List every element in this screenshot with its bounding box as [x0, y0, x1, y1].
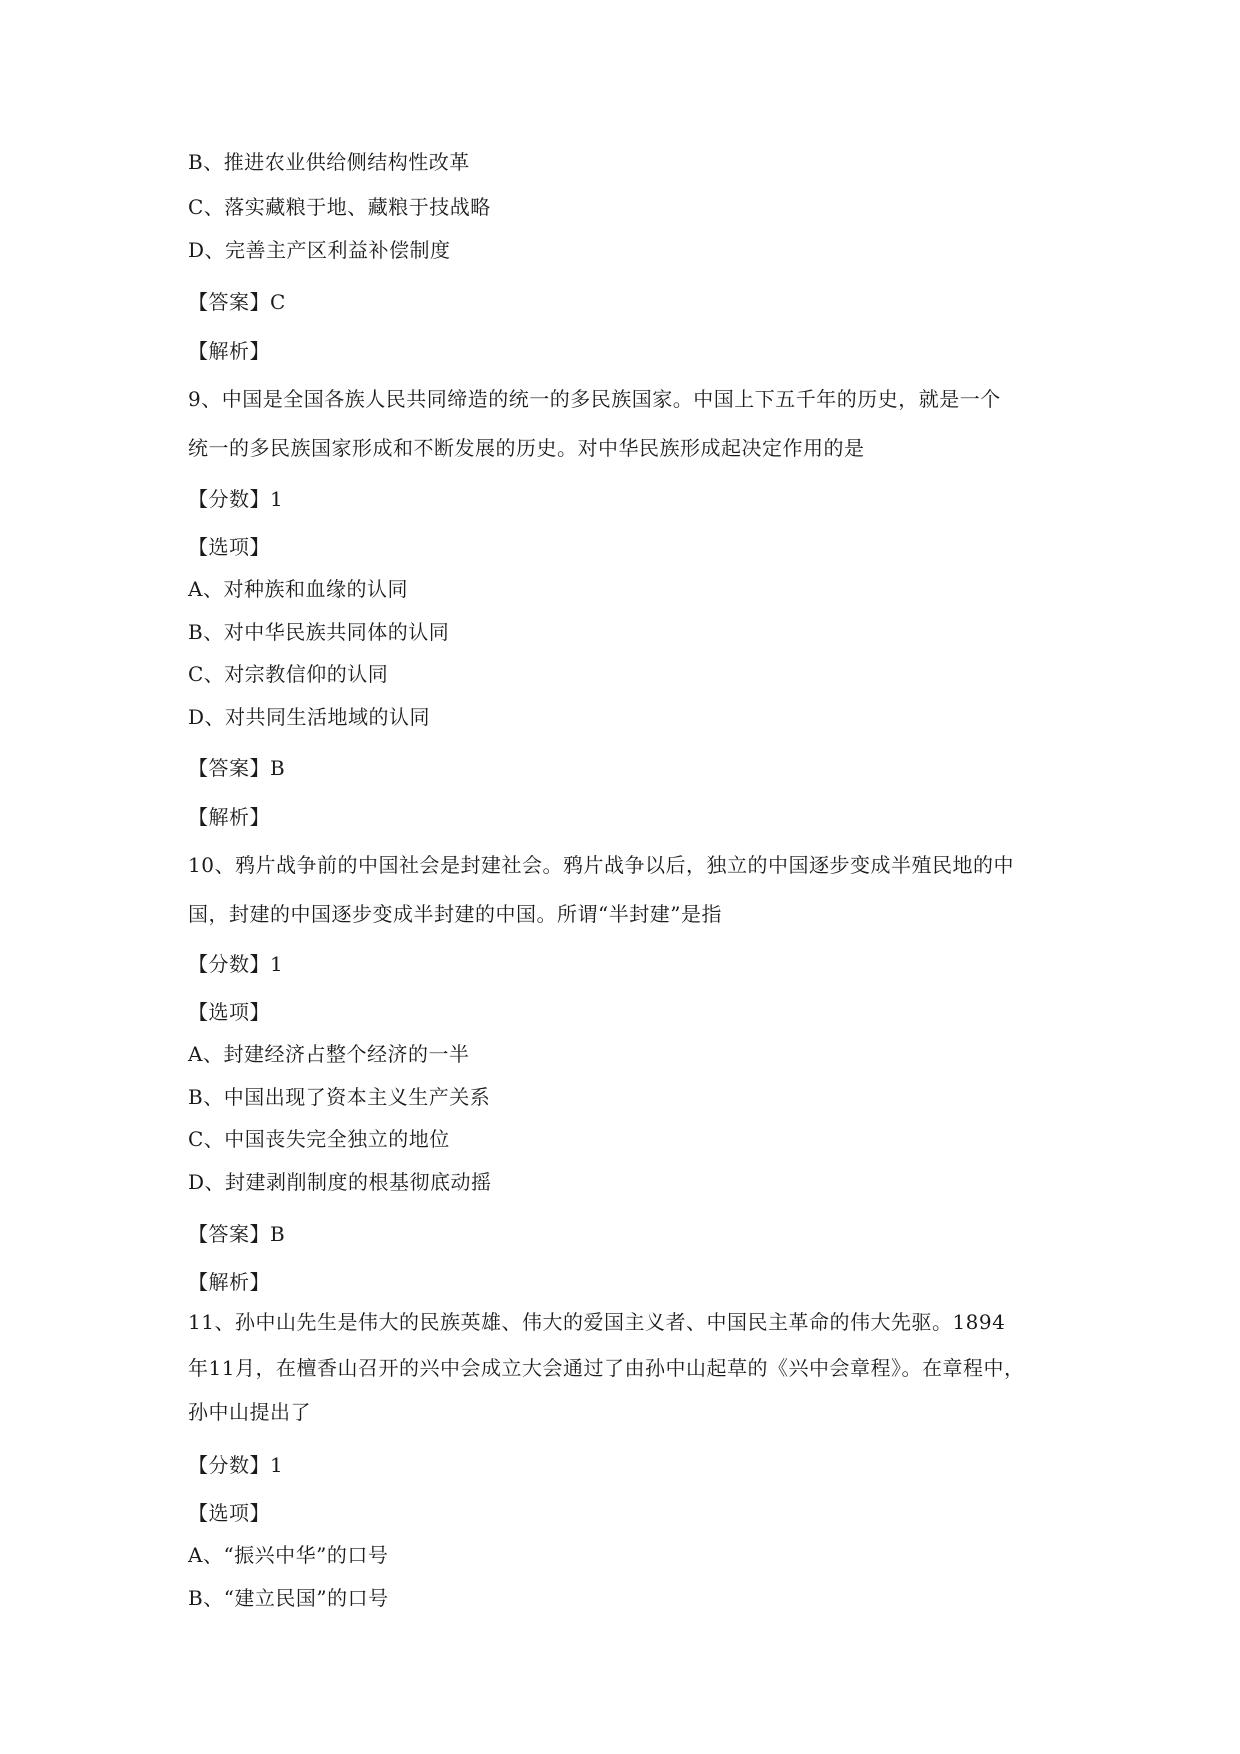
q8-option-b: B、推进农业供给侧结构性改革	[188, 150, 470, 174]
q11-option-b: B、“建立民国”的口号	[188, 1586, 389, 1610]
q10-score: 【分数】1	[188, 952, 284, 976]
q8-answer: 【答案】C	[188, 290, 286, 314]
q10-analysis: 【解析】	[188, 1270, 270, 1294]
q8-option-c: C、落实藏粮于地、藏粮于技战略	[188, 195, 491, 219]
q11-options-label: 【选项】	[188, 1501, 270, 1525]
q9-option-d: D、对共同生活地域的认同	[188, 705, 431, 729]
q10-option-a: A、封建经济占整个经济的一半	[188, 1042, 470, 1066]
q10-options-label: 【选项】	[188, 1000, 270, 1024]
q9-answer: 【答案】B	[188, 756, 286, 780]
q11-stem-line3: 孙中山提出了	[188, 1400, 311, 1424]
q10-option-d: D、封建剥削制度的根基彻底动摇	[188, 1170, 492, 1194]
q9-stem-line1: 9、中国是全国各族人民共同缔造的统一的多民族国家。中国上下五千年的历史，就是一个	[188, 387, 1001, 411]
q11-stem-line2: 年11月，在檀香山召开的兴中会成立大会通过了由孙中山起草的《兴中会章程》。在章程中，	[188, 1356, 1025, 1380]
q8-analysis: 【解析】	[188, 339, 270, 363]
q11-score: 【分数】1	[188, 1453, 284, 1477]
q9-score: 【分数】1	[188, 487, 284, 511]
q9-stem-line2: 统一的多民族国家形成和不断发展的历史。对中华民族形成起决定作用的是	[188, 436, 865, 460]
q8-option-d: D、完善主产区利益补偿制度	[188, 238, 451, 262]
q9-option-b: B、对中华民族共同体的认同	[188, 620, 450, 644]
q11-option-a: A、“振兴中华”的口号	[188, 1543, 389, 1567]
q9-option-c: C、对宗教信仰的认同	[188, 662, 389, 686]
q10-stem-line2: 国，封建的中国逐步变成半封建的中国。所谓“半封建”是指	[188, 902, 722, 926]
q10-stem-line1: 10、鸦片战争前的中国社会是封建社会。鸦片战争以后，独立的中国逐步变成半殖民地的中	[188, 853, 1014, 877]
q9-analysis: 【解析】	[188, 805, 270, 829]
q9-option-a: A、对种族和血缘的认同	[188, 577, 408, 601]
q11-stem-line1: 11、孙中山先生是伟大的民族英雄、伟大的爱国主义者、中国民主革命的伟大先驱。1894	[188, 1310, 1006, 1334]
q10-option-b: B、中国出现了资本主义生产关系	[188, 1085, 491, 1109]
q10-option-c: C、中国丧失完全独立的地位	[188, 1127, 450, 1151]
q9-options-label: 【选项】	[188, 535, 270, 559]
q10-answer: 【答案】B	[188, 1222, 286, 1246]
